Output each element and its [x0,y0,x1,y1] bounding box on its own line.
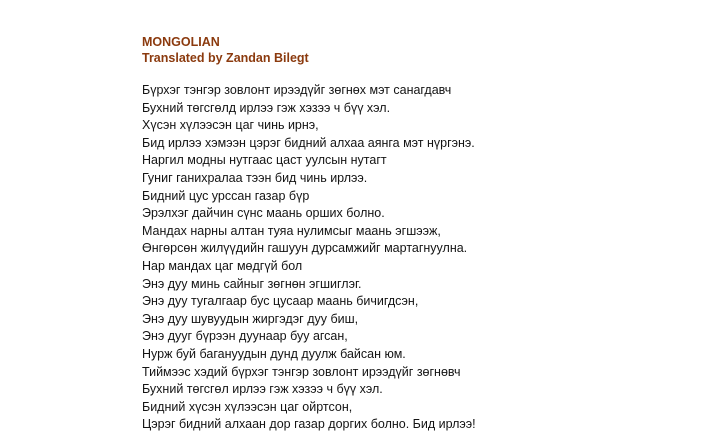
poem-line: Бүрхэг тэнгэр зовлонт ирээдүйг зөгнөх мэт санагдавч [142,83,452,97]
poem-line: Цэрэг бидний алхаан дор газар доргих болно. Бид ирлээ! [142,417,476,432]
language-heading: MONGOLIAN [142,35,220,49]
poem-line: Нар мандах цаг мөдгүй бол [142,258,303,273]
poem-line: Хүсэн хүлээсэн цаг чинь ирнэ, [142,118,319,133]
poem-line: Бухний төгсгөлд ирлээ гэж хэзээ ч бүү хэл. [142,100,391,115]
poem-line: Наргил модны нутгаас цаст уулсын нутагт [142,153,387,168]
poem-text [142,82,476,434]
poem-line: Бидний хүсэн хүлээсэн цаг ойртсон, [142,399,353,414]
poem-line: Бидний цус урссан газар бүр [142,188,310,203]
poem-line: Өнгөрсөн жилүүдийн гашуун дурсамжийг мартагнуулна. [142,241,468,256]
poem-line: Эрэлхэг дайчин сүнс маань орших болно. [142,206,385,221]
poem-line: Энэ дуу тугалгаар бус цусаар маань бичигдсэн, [142,294,419,309]
poem-document [142,34,476,434]
poem-line: Нурж буй багануудын дунд дуулж байсан юм. [142,346,406,361]
poem-line: Энэ дуу шувуудын жиргэдэг дуу биш, [142,311,359,326]
poem-line: Мандах нарны алтан туяа нулимсыг маань эгшээж, [142,223,441,238]
poem-line: Тиймээс хэдий бүрхэг тэнгэр зовлонт ирээдүйг зөгнөвч [142,364,461,379]
translator-credit: Translated by Zandan Bilegt [142,51,309,65]
poem-line: Гуниг ганихралаа тээн бид чинь ирлээ. [142,170,368,185]
poem-line: Энэ дууг бүрээн дуунаар буу агсан, [142,329,348,344]
poem-line: Энэ дуу минь сайныг зөгнөн эгшиглэг. [142,276,362,291]
poem-line: Бухний төгсгөл ирлээ гэж хэзээ ч бүү хэл. [142,382,383,397]
poem-line: Бид ирлээ хэмээн цэрэг бидний алхаа аянга мэт нүргэнэ. [142,135,475,150]
